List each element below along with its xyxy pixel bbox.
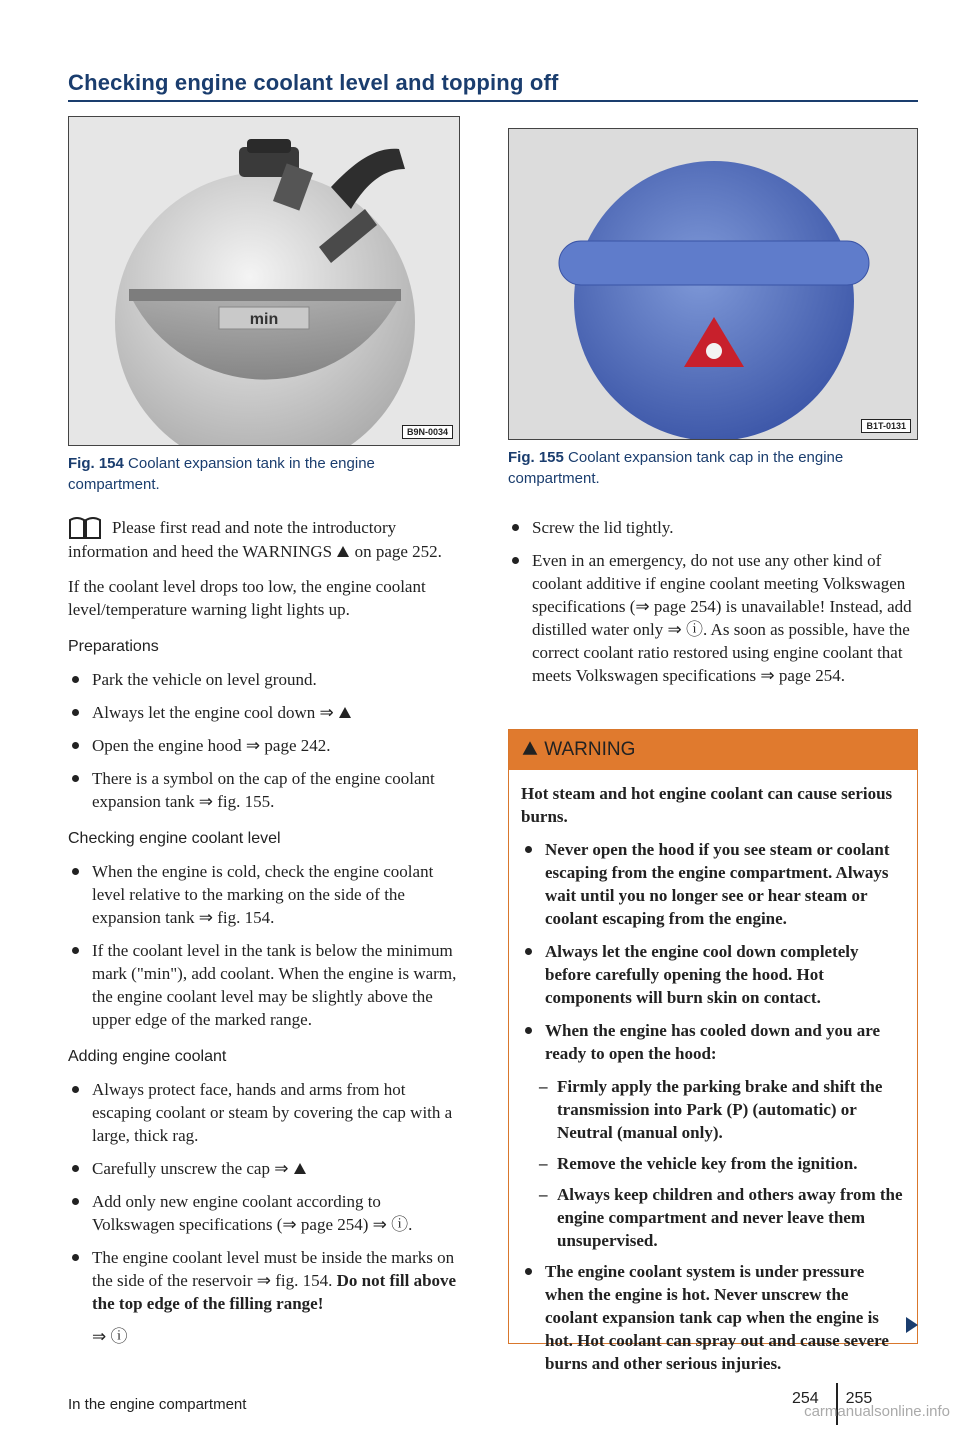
figure-154-caption: [68, 453, 460, 495]
warning-body: [509, 770, 917, 1375]
list-item: Add only new engine coolant according to Volkswagen specifications (⇒ page 254) ⇒ ⓘ.: [68, 1190, 460, 1236]
figure-code: B9N-0034: [402, 425, 453, 439]
header-rule: [68, 100, 918, 102]
intro-text: Please first read and note the introductory information and heed the WARNINGS: [68, 518, 397, 561]
warning-header: [509, 730, 917, 770]
warning-light-paragraph: If the coolant level drops too low, the engine coolant level/temperature warning light lights up.: [68, 577, 426, 619]
caption-prefix: Fig. 155: [508, 449, 564, 466]
continue-arrow-icon: [906, 1317, 918, 1333]
warning-triangle-icon: [336, 545, 350, 558]
figure-155: [508, 128, 918, 440]
warning-subitem: – Remove the vehicle key from the ignition.: [521, 1152, 905, 1175]
min-mark-label: min: [249, 311, 279, 328]
warning-lead: Hot steam and hot engine coolant can cause serious burns.: [521, 784, 893, 826]
list-item: Open the engine hood ⇒ page 242.: [68, 734, 460, 757]
list-item: [68, 1246, 460, 1315]
list-item-text: Always let the engine cool down ⇒: [92, 703, 334, 722]
list-item: [68, 701, 460, 724]
coolant-cap-illustration: [509, 129, 918, 440]
fill-limit-note: Do not fill above the top edge of the filling range!: [92, 1271, 457, 1313]
list-item: Even in an emergency, do not use any other kind of coolant additive if engine coolant meeting Volkswagen specifications (⇒ page 254) is unavailable! Instead, add distilled water only ⇒ ⓘ. As soon as possible, have the correct coolant ratio restored using engine coolant that meets Volkswagen specifications ⇒ page 254.: [508, 549, 918, 687]
list-item: If the coolant level in the tank is below the minimum mark ("min"), add coolant. When the engine is warm, the engine coolant level may be slightly above the upper edge of the marked range.: [68, 939, 460, 1031]
list-item: There is a symbol on the cap of the engine coolant expansion tank ⇒ fig. 155.: [68, 767, 460, 813]
list-item-text: Carefully unscrew the cap ⇒: [92, 1159, 289, 1178]
figure-code: B1T-0131: [861, 419, 911, 433]
right-column: [508, 516, 918, 697]
list-item: [68, 1157, 460, 1180]
warning-item: Always let the engine cool down completely before carefully opening the hood. Hot components will burn skin on contact.: [521, 940, 905, 1009]
warning-item: Never open the hood if you see steam or coolant escaping from the engine compartment. Always wait until you no longer see or hear steam or coolant escaping from the engine.: [521, 838, 905, 930]
warning-triangle-icon: [521, 740, 539, 756]
left-column: [68, 516, 460, 1348]
list-item: When the engine is cold, check the engine coolant level relative to the marking on the side of the expansion tank ⇒ fig. 154.: [68, 860, 460, 929]
warning-box: [508, 729, 918, 1373]
coolant-tank-illustration: [69, 117, 460, 446]
section-footer: In the engine compartment: [68, 1396, 247, 1413]
intro-page: on page 252.: [354, 542, 442, 561]
warning-item: The engine coolant system is under pressure when the engine is hot. Never unscrew the coolant expansion tank cap when the engine is hot. Hot coolant can spray out and cause severe burns and other serious injuries.: [521, 1260, 905, 1375]
warning-triangle-icon: [338, 706, 352, 719]
warning-triangle-icon: [293, 1162, 307, 1175]
warning-subitem: – Always keep children and others away from the engine compartment and never leave them unsupervised.: [521, 1183, 905, 1252]
warning-title: WARNING: [544, 739, 636, 760]
watermark: carmanualsonline.info: [804, 1403, 950, 1420]
page-title: Checking engine coolant level and topping off: [68, 70, 559, 95]
intro-paragraph: [68, 516, 460, 563]
caption-prefix: Fig. 154: [68, 455, 124, 472]
caption-text: Coolant expansion tank in the engine compartment.: [68, 455, 375, 493]
list-item: Screw the lid tightly.: [508, 516, 918, 539]
checking-heading: Checking engine coolant level: [68, 830, 281, 847]
list-item-text: The engine coolant level must be inside the marks on the side of the reservoir ⇒ fig. 154.: [92, 1248, 455, 1290]
list-item: Always protect face, hands and arms from hot escaping coolant or steam by covering the cap with a large, thick rag.: [68, 1078, 460, 1147]
book-icon: [68, 516, 102, 540]
page-number-left: 254: [792, 1390, 819, 1407]
figure-154: [68, 116, 460, 446]
preparations-heading: Preparations: [68, 638, 159, 655]
note-reference: ⇒ ⓘ: [92, 1327, 128, 1346]
warning-subitem: – Firmly apply the parking brake and shift the transmission into Park (P) (automatic) or Neutral (manual only).: [521, 1075, 905, 1144]
page-number-right: 255: [845, 1390, 873, 1407]
figure-155-caption: [508, 447, 918, 489]
adding-heading: Adding engine coolant: [68, 1048, 227, 1065]
caption-text: Coolant expansion tank cap in the engine compartment.: [508, 449, 844, 487]
warning-item: When the engine has cooled down and you are ready to open the hood:: [521, 1019, 905, 1065]
list-item: Park the vehicle on level ground.: [68, 668, 460, 691]
